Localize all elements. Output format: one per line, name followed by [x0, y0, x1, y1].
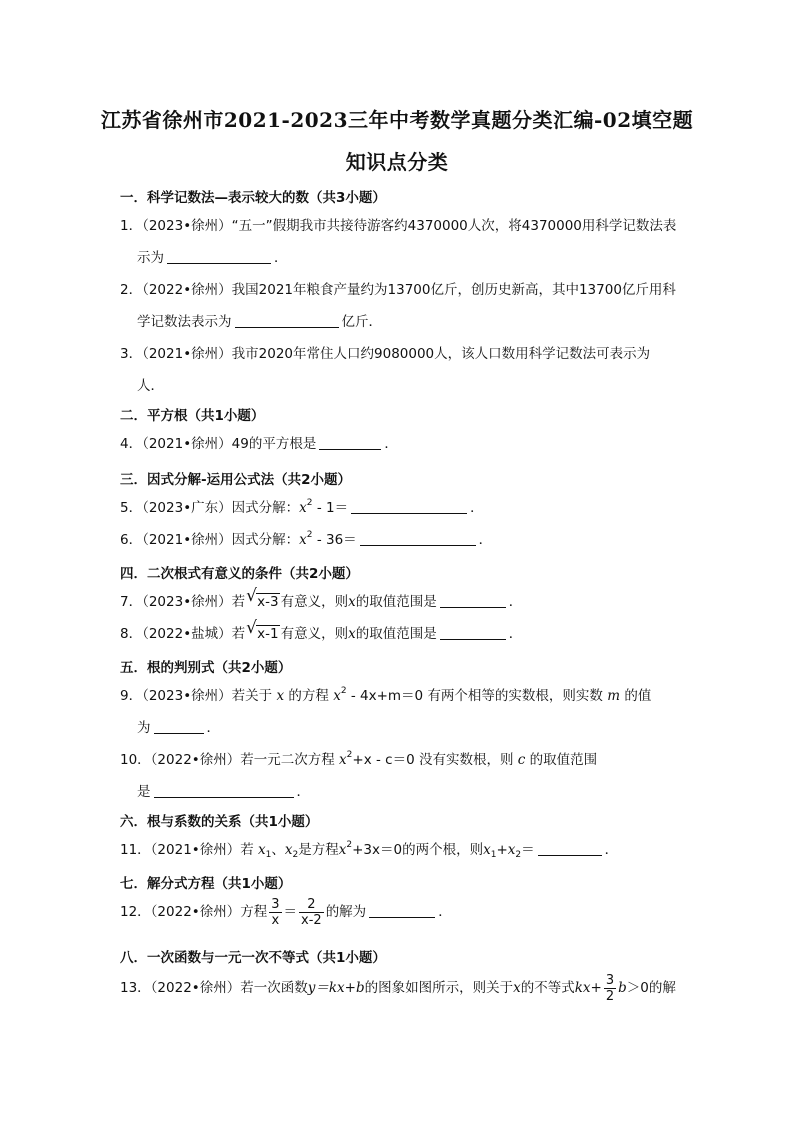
subscript: 1 [490, 850, 497, 860]
equation: - 4x+m＝0 [346, 688, 424, 704]
question-2-text: 2．（2022•徐州）我国2021年粮食产量约为13700亿斤，创历史新高，其中13700亿斤用科 [120, 282, 676, 298]
question-1-text: 1．（2023•徐州）“五一”假期我市共接待游客约4370000人次，将4370000用科学记数法表 [120, 218, 677, 234]
subscript: 2 [292, 850, 299, 860]
variable-x: x [348, 594, 356, 610]
equals-sign: ＝ [283, 904, 298, 920]
variable-x: x [339, 752, 347, 768]
section-heading-6: 六．根与系数的关系（共1小题） [120, 814, 319, 830]
question-7-text-3: 的取值范围是 [355, 594, 437, 610]
question-13-text: 13．（2022•徐州）若一次函数 [120, 980, 308, 996]
question-9-end: ． [206, 720, 220, 736]
variable-b: b [618, 980, 627, 996]
radicand: x-3 [257, 594, 279, 610]
question-11 [120, 834, 678, 866]
exponent: 2 [346, 840, 353, 850]
question-11-text: 11．（2021•徐州）若 [120, 842, 254, 858]
radicand: x-1 [257, 626, 279, 642]
question-1 [120, 210, 678, 274]
numerator: 3 [605, 972, 615, 988]
question-5-end: ． [470, 500, 484, 516]
question-5-text: 5．（2023•广东）因式分解： [120, 500, 300, 516]
question-7-text-2: 有意义，则 [280, 594, 349, 610]
variable-x1: x [258, 842, 266, 858]
subscript: 1 [265, 850, 272, 860]
section-heading-7: 七．解分式方程（共1小题） [120, 876, 292, 892]
question-12-text: 12．（2022•徐州）方程 [120, 904, 268, 920]
question-7-end: ． [508, 594, 523, 610]
variable-m: m [607, 688, 621, 704]
fraction-left [269, 897, 281, 928]
variable-x: x [513, 980, 521, 996]
variable-x: x [338, 842, 347, 858]
numerator: 3 [271, 896, 280, 912]
fraction-right [299, 897, 324, 928]
question-11-text-2: 是方程 [298, 842, 339, 858]
denominator: x-2 [301, 912, 322, 928]
question-9-text-4: 的值 [624, 688, 652, 704]
variable-x: x [276, 688, 285, 704]
question-8 [120, 618, 678, 650]
section-heading-8: 八．一次函数与一元一次不等式（共1小题） [120, 950, 386, 966]
question-12-end: ． [438, 904, 452, 920]
exponent: 2 [306, 498, 313, 508]
question-12 [120, 896, 678, 928]
fraction [604, 973, 616, 1004]
answer-blank[interactable] [440, 625, 506, 640]
question-6-end: ． [478, 532, 493, 548]
question-4-text: 4．（2021•徐州）49的平方根是 [120, 436, 317, 452]
variable-x: x [348, 626, 356, 642]
question-13-text-2: 的图象如图所示，则关于 [364, 980, 514, 996]
variable-c: c [517, 752, 526, 768]
question-11-text-3: 的两个根，则 [402, 842, 484, 858]
question-5 [120, 492, 678, 524]
variable-x2: x [507, 842, 516, 858]
question-12-text-2: 的解为 [325, 904, 367, 920]
question-8-text: 8．（2022•盐城）若 [120, 626, 246, 642]
question-13-text-3: 的不等式 [520, 980, 575, 996]
question-10-text: 10．（2022•徐州）若一元二次方程 [120, 752, 335, 768]
equation: +3x＝0 [352, 842, 403, 858]
question-4 [120, 428, 678, 460]
answer-blank[interactable] [154, 719, 204, 734]
document-title: 江苏省徐州市2021-2023三年中考数学真题分类汇编-02填空题 [100, 108, 694, 132]
question-2 [120, 274, 678, 338]
answer-blank[interactable] [440, 593, 506, 608]
radical-icon: √ [246, 586, 258, 606]
question-7 [120, 586, 678, 618]
question-2-end: 亿斤． [341, 314, 382, 330]
question-3-text-2: 人． [137, 378, 164, 394]
expression-rest: - 1＝ [312, 500, 349, 516]
square-root [246, 618, 279, 650]
separator: 、 [271, 842, 285, 858]
denominator: x [271, 912, 280, 928]
answer-blank[interactable] [360, 531, 476, 546]
question-10-end: ． [296, 784, 310, 800]
question-6 [120, 524, 678, 556]
question-7-text: 7．（2023•徐州）若 [120, 594, 246, 610]
answer-blank[interactable] [351, 499, 467, 514]
question-9-text-2: 的方程 [288, 688, 329, 704]
question-8-end: ． [508, 626, 523, 642]
numerator: 2 [299, 897, 324, 913]
radical-icon: √ [246, 618, 258, 638]
section-heading-1: 一．科学记数法—表示较大的数（共3小题） [120, 190, 386, 206]
variable-x: x [299, 500, 307, 516]
question-9-text-5: 为 [137, 720, 151, 736]
variable-x: x [299, 532, 307, 548]
question-4-end: ． [384, 436, 398, 452]
question-11-end: ． [604, 842, 619, 858]
expression-rest: - 36＝ [312, 532, 357, 548]
answer-blank[interactable] [167, 249, 271, 264]
section-heading-3: 三．因式分解-运用公式法（共2小题） [120, 472, 351, 488]
exponent: 2 [306, 530, 313, 540]
subscript: 2 [515, 850, 522, 860]
question-6-text: 6．（2021•徐州）因式分解： [120, 532, 300, 548]
equation: +x - c＝0 [352, 752, 415, 768]
function-expression: y＝kx+b [307, 980, 365, 996]
question-8-text-2: 有意义，则 [280, 626, 349, 642]
variable-x1: x [483, 842, 491, 858]
question-9-text-3: 有两个相等的实数根，则实数 [427, 688, 603, 704]
answer-blank[interactable] [235, 313, 339, 328]
section-heading-2: 二．平方根（共1小题） [120, 408, 265, 424]
section-heading-4: 四．二次根式有意义的条件（共2小题） [120, 566, 359, 582]
question-1-end: ． [274, 250, 288, 266]
answer-blank[interactable] [319, 435, 381, 450]
question-3-text: 3．（2021•徐州）我市2020年常住人口约9080000人，该人口数用科学记数法可表示为 [120, 346, 651, 362]
question-3 [120, 338, 678, 402]
denominator: 2 [605, 988, 615, 1004]
question-9-text: 9．（2023•徐州）若关于 [120, 688, 273, 704]
variable-x2: x [284, 842, 293, 858]
answer-blank[interactable] [538, 841, 602, 856]
exponent: 2 [346, 750, 353, 760]
plus-sign: + [496, 842, 508, 858]
question-10 [120, 744, 678, 808]
question-13-text-4: ＞0的解 [626, 980, 676, 996]
question-10-text-4: 是 [137, 784, 151, 800]
answer-blank[interactable] [154, 783, 294, 798]
inequality-expression: kx+ [574, 980, 602, 996]
question-8-text-3: 的取值范围是 [355, 626, 437, 642]
question-10-text-2: 没有实数根，则 [418, 752, 514, 768]
equals-sign: ＝ [521, 842, 535, 858]
document-subtitle: 知识点分类 [345, 150, 449, 174]
question-13 [120, 972, 678, 1004]
exponent: 2 [340, 686, 347, 696]
question-2-text-2: 学记数法表示为 [137, 314, 232, 330]
variable-x: x [333, 688, 341, 704]
question-1-text-2: 示为 [137, 250, 164, 266]
question-10-text-3: 的取值范围 [529, 752, 598, 768]
section-heading-5: 五．根的判别式（共2小题） [120, 660, 292, 676]
question-9 [120, 680, 678, 744]
answer-blank[interactable] [369, 903, 435, 918]
